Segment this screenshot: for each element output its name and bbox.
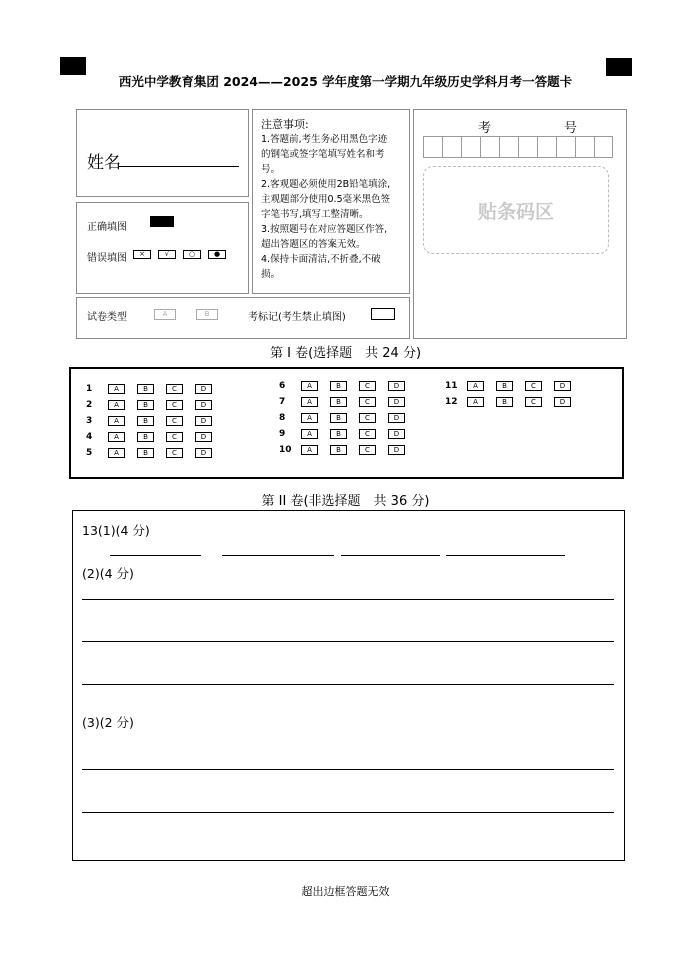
section2-title: 第 II 卷(非选择题 共 36 分) [261, 494, 430, 509]
page-title: 西光中学教育集团 2024——2025 学年度第一学期九年级历史学科月考一答题卡 [118, 74, 573, 89]
exam-mark-label: 考标记(考生禁止填图) [248, 312, 346, 323]
footer-note: 超出边框答题无效 [301, 885, 390, 898]
mc-option-bubble[interactable]: B [330, 381, 347, 391]
mc-option-bubble[interactable]: B [137, 384, 154, 394]
wrong-mark-check: √ [158, 250, 176, 259]
mc-option-bubble[interactable]: A [108, 448, 125, 458]
exam-number-cell[interactable] [575, 136, 594, 158]
q13-3-answer-line[interactable] [82, 812, 614, 813]
mc-option-bubble[interactable]: C [166, 432, 183, 442]
mc-question-number: 3 [86, 416, 93, 426]
mc-option-bubble[interactable]: B [137, 448, 154, 458]
name-field[interactable] [119, 166, 239, 167]
notice-box [252, 109, 410, 294]
q13-3-label: (3)(2 分) [82, 715, 134, 730]
q13-1-answer-line-2[interactable] [222, 555, 334, 556]
mc-option-bubble[interactable]: A [301, 397, 318, 407]
exam-number-cell[interactable] [461, 136, 480, 158]
notice-line: 损。 [261, 269, 281, 280]
mc-question-number: 10 [279, 445, 292, 455]
mc-option-bubble[interactable]: D [195, 416, 212, 426]
mc-option-bubble[interactable]: C [359, 381, 376, 391]
mc-option-bubble[interactable]: A [108, 400, 125, 410]
mc-question-number: 11 [445, 381, 458, 391]
mc-question-row [279, 380, 417, 392]
q13-2-label: (2)(4 分) [82, 566, 134, 581]
notice-line: 超出答题区的答案无效。 [261, 239, 366, 250]
mc-question-number: 4 [86, 432, 93, 442]
free-response-box [72, 510, 625, 861]
mc-option-bubble[interactable]: B [496, 397, 513, 407]
mc-option-bubble[interactable]: A [108, 416, 125, 426]
exam-mark-box[interactable] [371, 308, 395, 320]
mc-option-bubble[interactable]: D [388, 429, 405, 439]
mc-option-bubble[interactable]: C [166, 400, 183, 410]
q13-2-answer-line[interactable] [82, 599, 614, 600]
exam-number-label-2: 号 [564, 121, 578, 136]
mc-option-bubble[interactable]: C [166, 384, 183, 394]
paper-type-a[interactable]: A [154, 309, 176, 320]
mc-option-bubble[interactable]: B [330, 445, 347, 455]
mc-question-number: 5 [86, 448, 93, 458]
mc-question-row [445, 396, 583, 408]
notice-text [261, 132, 409, 282]
mc-question-row [86, 447, 224, 459]
name-label: 姓名 [87, 153, 121, 173]
mc-option-bubble[interactable]: C [359, 397, 376, 407]
mc-question-number: 7 [279, 397, 286, 407]
q13-1-label: 13(1)(4 分) [82, 523, 150, 538]
mc-question-row [86, 431, 224, 443]
fill-example-box [76, 202, 249, 294]
mc-option-bubble[interactable]: A [467, 381, 484, 391]
mc-option-bubble[interactable]: D [388, 381, 405, 391]
paper-type-box [76, 297, 410, 339]
paper-type-b[interactable]: B [196, 309, 218, 320]
mc-option-bubble[interactable]: C [359, 413, 376, 423]
mc-option-bubble[interactable]: B [137, 400, 154, 410]
notice-line: 号。 [261, 164, 281, 175]
mc-option-bubble[interactable]: C [525, 381, 542, 391]
mc-question-row [279, 396, 417, 408]
mc-question-number: 8 [279, 413, 286, 423]
mc-option-bubble[interactable]: B [137, 416, 154, 426]
multiple-choice-box [69, 367, 624, 479]
exam-number-cell[interactable] [556, 136, 575, 158]
wrong-mark-dot: ● [208, 250, 226, 259]
mc-question-row [279, 444, 417, 456]
mc-question-row [86, 415, 224, 427]
mc-option-bubble[interactable]: D [195, 384, 212, 394]
q13-1-answer-line-4[interactable] [446, 555, 565, 556]
mc-option-bubble[interactable]: B [137, 432, 154, 442]
notice-line: 1.答题前,考生务必用黑色字迹 [261, 134, 388, 145]
mc-option-bubble[interactable]: A [108, 432, 125, 442]
mc-option-bubble[interactable]: D [195, 400, 212, 410]
mc-option-bubble[interactable]: D [195, 432, 212, 442]
mc-option-bubble[interactable]: D [195, 448, 212, 458]
mc-question-row [86, 383, 224, 395]
mc-option-bubble[interactable]: D [554, 381, 571, 391]
mc-option-bubble[interactable]: B [330, 429, 347, 439]
q13-2-answer-line[interactable] [82, 641, 614, 642]
notice-line: 3.按照题号在对应答题区作答, [261, 224, 388, 235]
mc-option-bubble[interactable]: A [108, 384, 125, 394]
exam-number-grid[interactable] [423, 136, 613, 158]
notice-title: 注意事项: [261, 118, 309, 131]
exam-number-cell[interactable] [442, 136, 461, 158]
mc-option-bubble[interactable]: D [388, 445, 405, 455]
barcode-label: 贴条码区 [477, 200, 554, 223]
notice-line: 4.保持卡面清洁,不折叠,不破 [261, 254, 381, 265]
mc-option-bubble[interactable]: A [301, 413, 318, 423]
exam-number-cell[interactable] [537, 136, 556, 158]
mc-option-bubble[interactable]: C [359, 429, 376, 439]
notice-line: 主观题部分使用0.5毫米黑色签 [261, 194, 391, 205]
correct-fill-mark [150, 216, 174, 227]
q13-2-answer-line[interactable] [82, 684, 614, 685]
mc-question-row [445, 380, 583, 392]
mc-question-row [86, 399, 224, 411]
mc-question-row [279, 412, 417, 424]
name-box [76, 109, 249, 197]
mc-option-bubble[interactable]: C [525, 397, 542, 407]
mc-option-bubble[interactable]: D [554, 397, 571, 407]
wrong-mark-cross: × [133, 250, 151, 259]
barcode-area [423, 166, 609, 254]
mc-option-bubble[interactable]: B [496, 381, 513, 391]
mc-question-number: 1 [86, 384, 93, 394]
mc-option-bubble[interactable]: B [330, 413, 347, 423]
mc-question-number: 9 [279, 429, 286, 439]
mc-option-bubble[interactable]: A [301, 429, 318, 439]
mc-question-number: 12 [445, 397, 458, 407]
mc-option-bubble[interactable]: B [330, 397, 347, 407]
exam-number-cell[interactable] [423, 136, 442, 158]
mc-option-bubble[interactable]: C [166, 448, 183, 458]
wrong-mark-circle: ○ [183, 250, 201, 259]
exam-number-box [413, 109, 627, 339]
mc-question-row [279, 428, 417, 440]
paper-type-label: 试卷类型 [87, 312, 127, 323]
mc-question-number: 2 [86, 400, 93, 410]
mc-option-bubble[interactable]: C [166, 416, 183, 426]
section1-title: 第 I 卷(选择题 共 24 分) [269, 346, 422, 361]
mc-question-number: 6 [279, 381, 286, 391]
wrong-fill-marks [133, 250, 226, 259]
mc-option-bubble[interactable]: D [388, 413, 405, 423]
mc-option-bubble[interactable]: A [301, 381, 318, 391]
notice-line: 的钢笔或签字笔填写姓名和考 [261, 149, 385, 160]
mc-option-bubble[interactable]: A [301, 445, 318, 455]
q13-1-answer-line-3[interactable] [341, 555, 440, 556]
wrong-fill-label: 错误填图 [87, 253, 127, 264]
exam-number-cell[interactable] [480, 136, 499, 158]
correct-fill-label: 正确填图 [87, 222, 127, 233]
q13-1-answer-line-1[interactable] [110, 555, 201, 556]
exam-number-label-1: 考 [478, 121, 492, 136]
mc-option-bubble[interactable]: D [388, 397, 405, 407]
q13-3-answer-line[interactable] [82, 769, 614, 770]
exam-number-cell[interactable] [594, 136, 613, 158]
exam-number-cell[interactable] [499, 136, 518, 158]
notice-line: 字笔书写,填写工整清晰。 [261, 209, 369, 220]
notice-line: 2.客观题必须使用2B铅笔填涂, [261, 179, 391, 190]
mc-option-bubble[interactable]: A [467, 397, 484, 407]
exam-number-cell[interactable] [518, 136, 537, 158]
mc-option-bubble[interactable]: C [359, 445, 376, 455]
